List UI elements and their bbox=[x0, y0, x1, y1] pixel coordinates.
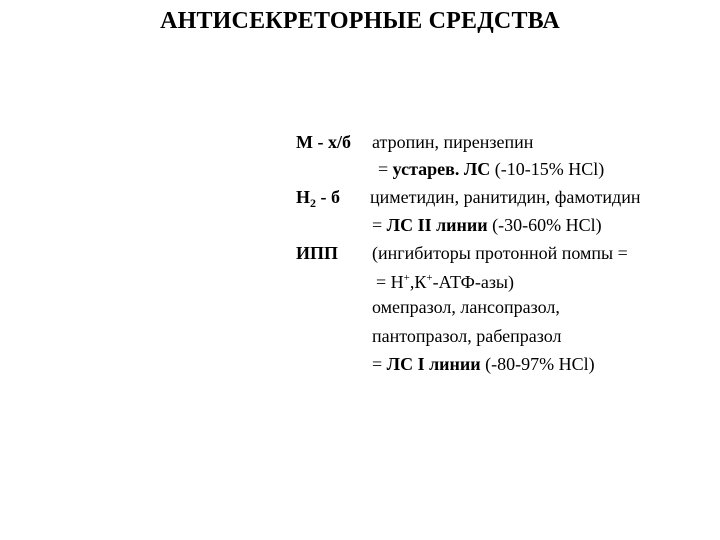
m-cholinoblocker-status: устарев. ЛС bbox=[392, 159, 491, 179]
h2-blocker-label bbox=[296, 187, 340, 213]
m-cholinoblocker-effect: (-10-15% HCl) bbox=[490, 159, 605, 179]
m-cholinoblocker-status-line bbox=[378, 159, 604, 179]
ppi-drugs-line-2: пантопразол, рабепразол bbox=[372, 326, 562, 346]
ppi-drugs-line-1: омепразол, лансопразол, bbox=[372, 297, 560, 317]
ppi-description-cont bbox=[376, 268, 514, 292]
m-cholinoblocker-drugs: атропин, пирензепин bbox=[372, 132, 534, 152]
ppi-desc-sup-1: + bbox=[403, 272, 410, 284]
h2-label-h: Н bbox=[296, 187, 311, 207]
h2-blocker-effect: (-30-60% HCl) bbox=[487, 215, 602, 235]
ppi-desc-part-b: ,К bbox=[409, 272, 427, 292]
h2-blocker-drugs: циметидин, ранитидин, фамотидин bbox=[370, 187, 641, 207]
h2-label-rest: - б bbox=[316, 187, 341, 207]
equals-sign: = bbox=[378, 159, 393, 179]
h2-blocker-status: ЛС II линии bbox=[386, 215, 488, 235]
ppi-desc-sup-2: + bbox=[426, 272, 433, 284]
ppi-desc-part-a: = Н bbox=[376, 272, 404, 292]
ppi-status: ЛС I линии bbox=[386, 354, 481, 374]
m-cholinoblocker-label: М - х/б bbox=[296, 132, 351, 152]
h2-label-subscript: 2 bbox=[310, 196, 317, 210]
ppi-effect: (-80-97% HCl) bbox=[480, 354, 595, 374]
ppi-status-line bbox=[372, 354, 595, 374]
page-title: АНТИСЕКРЕТОРНЫЕ СРЕДСТВА bbox=[160, 8, 560, 34]
ppi-description: (ингибиторы протонной помпы = bbox=[372, 243, 628, 263]
ppi-desc-part-c: -АТФ-азы) bbox=[432, 272, 515, 292]
ppi-label: ИПП bbox=[296, 243, 339, 263]
equals-sign: = bbox=[372, 354, 387, 374]
h2-blocker-status-line bbox=[372, 215, 602, 235]
equals-sign: = bbox=[372, 215, 387, 235]
